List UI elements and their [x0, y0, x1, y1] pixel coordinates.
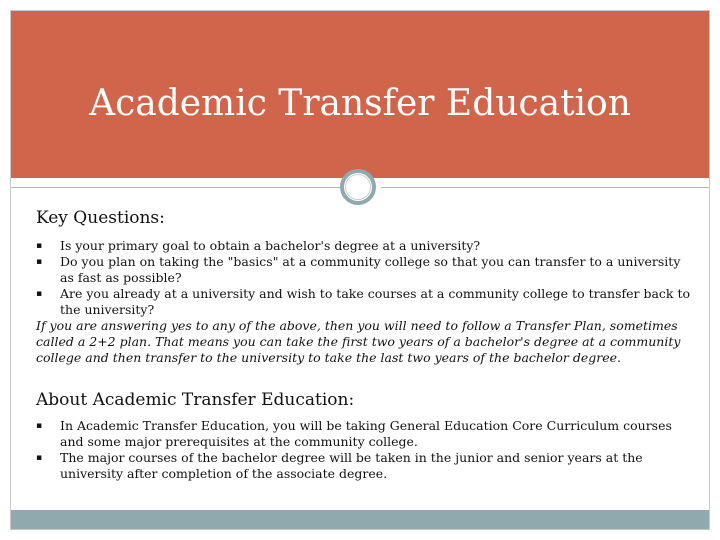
bullet-list [36, 238, 696, 318]
list-item-text: In Academic Transfer Education, you will be taking General Education Core Curriculum courses and some major prerequisites at the community college. [60, 418, 672, 449]
list-item-text: Are you already at a university and wish to take courses at a community college to transfer back to the university? [60, 286, 691, 317]
list-item-text: Do you plan on taking the "basics" at a community college so that you can transfer to a university as fast as possible? [60, 254, 681, 285]
divider-left [11, 187, 341, 188]
section-key-questions [36, 208, 696, 366]
bullet-icon: ▪ [36, 241, 43, 251]
bullet-icon: ▪ [36, 289, 43, 299]
bullet-icon: ▪ [36, 453, 43, 463]
footer-bar [11, 510, 709, 529]
bullet-list [36, 418, 696, 482]
bullet-icon: ▪ [36, 421, 43, 431]
list-item-text: The major courses of the bachelor degree will be taken in the junior and senior years at the university after completion of the associate degree. [60, 450, 643, 481]
bullet-icon: ▪ [36, 257, 43, 267]
list-item-text: Is your primary goal to obtain a bachelor's degree at a university? [60, 238, 481, 253]
section-about [36, 390, 696, 482]
section-heading: Key Questions: [36, 208, 165, 228]
list-item [36, 450, 696, 482]
transfer-plan-note: If you are answering yes to any of the above, then you will need to follow a Transfer Plan, sometimes called a 2+2 plan. That means you can take the first two years of a bachelor's degree at a community college and then transfer to the university to take the last two years of the bachelor degree. [36, 318, 681, 365]
slide-title: Academic Transfer Education [89, 83, 631, 124]
divider-right [381, 187, 709, 188]
circle-ornament-inner [345, 174, 371, 200]
section-heading: About Academic Transfer Education: [36, 390, 355, 410]
list-item [36, 254, 696, 286]
list-item [36, 286, 696, 318]
list-item [36, 418, 696, 450]
list-item [36, 238, 696, 254]
